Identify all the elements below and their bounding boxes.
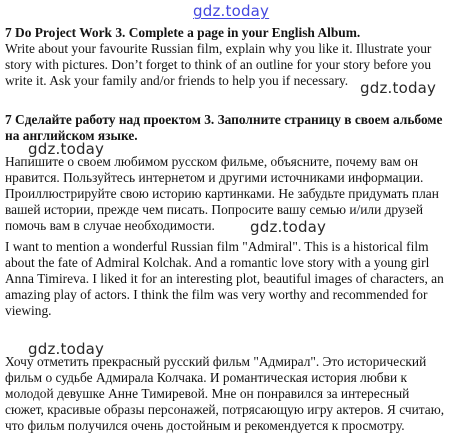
watermark-logo: gdz.today	[28, 140, 105, 158]
english-answer-line: viewing.	[5, 303, 52, 318]
russian-answer	[5, 354, 467, 434]
russian-answer-line: что фильм получился очень достойным и рекомендуется к просмотру.	[5, 418, 405, 433]
russian-task-heading: на английском языке.	[5, 128, 138, 143]
russian-task-line: вашей истории, прежде чем писать. Попросите вашу семью и/или друзей	[5, 202, 424, 217]
english-answer-line: about the fate of Admiral Kolchak. And a romantic love story with a young girl	[5, 255, 430, 270]
russian-answer-line: сюжет, красивые образы персонажей, потрясающую игру актеров. Я считаю,	[5, 402, 445, 417]
watermark-logo-top[interactable]: gdz.today	[193, 2, 270, 20]
russian-answer-line: молодой девушке Анне Тимиревой. Мне он понравился за интересный	[5, 386, 410, 401]
russian-task-line: Напишите о своем любимом русском фильме, объясните, почему вам он	[5, 154, 419, 169]
russian-task-heading: 7 Сделайте работу над проектом 3. Заполните страницу в своем альбоме	[5, 112, 443, 127]
russian-answer-line: фильм о судьбе Адмирала Колчака. И романтическая история любви к	[5, 370, 407, 385]
russian-answer-line: Хочу отметить прекрасный русский фильм "Адмирал". Это исторический	[5, 354, 427, 369]
watermark-logo: gdz.today	[28, 340, 105, 358]
watermark-logo: gdz.today	[250, 218, 327, 236]
english-answer-line: amazing play of actors. I think the film was very worthy and recommended for	[5, 287, 428, 302]
english-task-line: Write about your favourite Russian film, explain why you like it. Illustrate your	[5, 41, 432, 56]
russian-task-line: нравится. Пользуйтесь интернетом и другими источниками информации.	[5, 170, 424, 185]
russian-task-line: помочь вам в случае необходимости.	[5, 218, 215, 233]
english-task-heading: 7 Do Project Work 3. Complete a page in your English Album.	[5, 25, 361, 40]
english-answer	[5, 239, 467, 319]
russian-task-line: Проиллюстрируйте свою историю картинками. Не забудьте придумать план	[5, 186, 439, 201]
english-task-line: story with pictures. Don’t forget to think of an outline for your story before you	[5, 57, 432, 72]
english-answer-line: I want to mention a wonderful Russian film "Admiral". This is a historical film	[5, 239, 429, 254]
russian-task-body	[5, 154, 467, 234]
english-task-line: write it. Ask your family and/or friends to help you if necessary.	[5, 73, 349, 88]
english-answer-line: Anna Timireva. I liked it for an interesting plot, beautiful images of characters, an	[5, 271, 444, 286]
watermark-logo: gdz.today	[360, 79, 437, 97]
